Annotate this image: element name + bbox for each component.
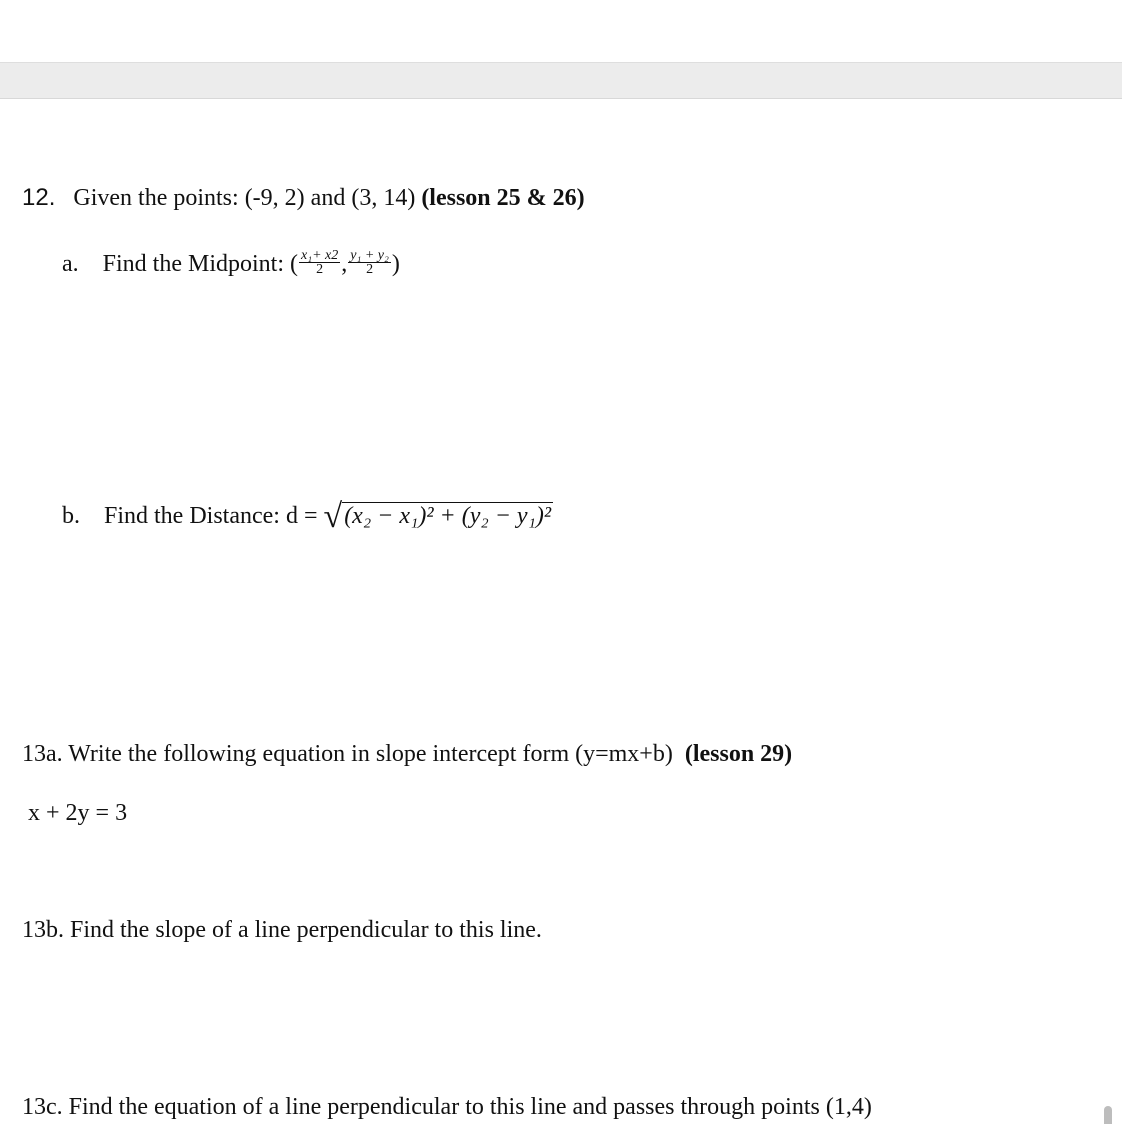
question-12a-marker: a. bbox=[62, 251, 79, 277]
midpoint-x-fraction bbox=[299, 249, 340, 276]
question-12 bbox=[22, 184, 585, 212]
question-12a bbox=[62, 247, 400, 279]
distance-radicand: (x₂ − x₁)² + (y₂ − y₁)² bbox=[344, 503, 552, 529]
question-12b-label: Find the Distance: d = bbox=[104, 503, 318, 529]
question-13a-lesson: (lesson 29) bbox=[684, 741, 793, 767]
question-12b-marker: b. bbox=[62, 503, 80, 529]
question-12-number: 12. bbox=[22, 184, 56, 211]
top-toolbar-bar bbox=[0, 62, 1122, 99]
radical-sign: √ bbox=[323, 498, 343, 535]
question-12-lesson: (lesson 25 & 26) bbox=[421, 185, 585, 211]
question-12-text: Given the points: (-9, 2) and (3, 14) bbox=[73, 185, 416, 211]
question-12a-label: Find the Midpoint: bbox=[102, 251, 285, 277]
question-13c: 13c. Find the equation of a line perpendicular to this line and passes through points (1,4) bbox=[22, 1094, 872, 1120]
midpoint-x-numerator: x₁+ x2 bbox=[301, 247, 339, 263]
question-12b bbox=[62, 498, 553, 535]
midpoint-formula: ( $\frac{\text{x₁+ x2}}{2}$ , $\frac{\text{y₁ + y₂}}{2}$ ) bbox=[290, 247, 400, 277]
equation: x + 2y = 3 bbox=[28, 800, 128, 826]
question-13a-text: 13a. Write the following equation in slope intercept form (y=mx+b) bbox=[22, 741, 673, 767]
question-13a bbox=[22, 740, 792, 768]
question-13b: 13b. Find the slope of a line perpendicular to this line. bbox=[22, 917, 542, 943]
scrollbar-thumb[interactable] bbox=[1104, 1106, 1112, 1124]
midpoint-x-denominator: 2 bbox=[316, 261, 324, 277]
midpoint-y-numerator: y₁ + y₂ bbox=[350, 247, 389, 263]
distance-formula bbox=[323, 498, 554, 535]
midpoint-y-fraction bbox=[348, 249, 391, 276]
midpoint-y-denominator: 2 bbox=[366, 261, 374, 277]
